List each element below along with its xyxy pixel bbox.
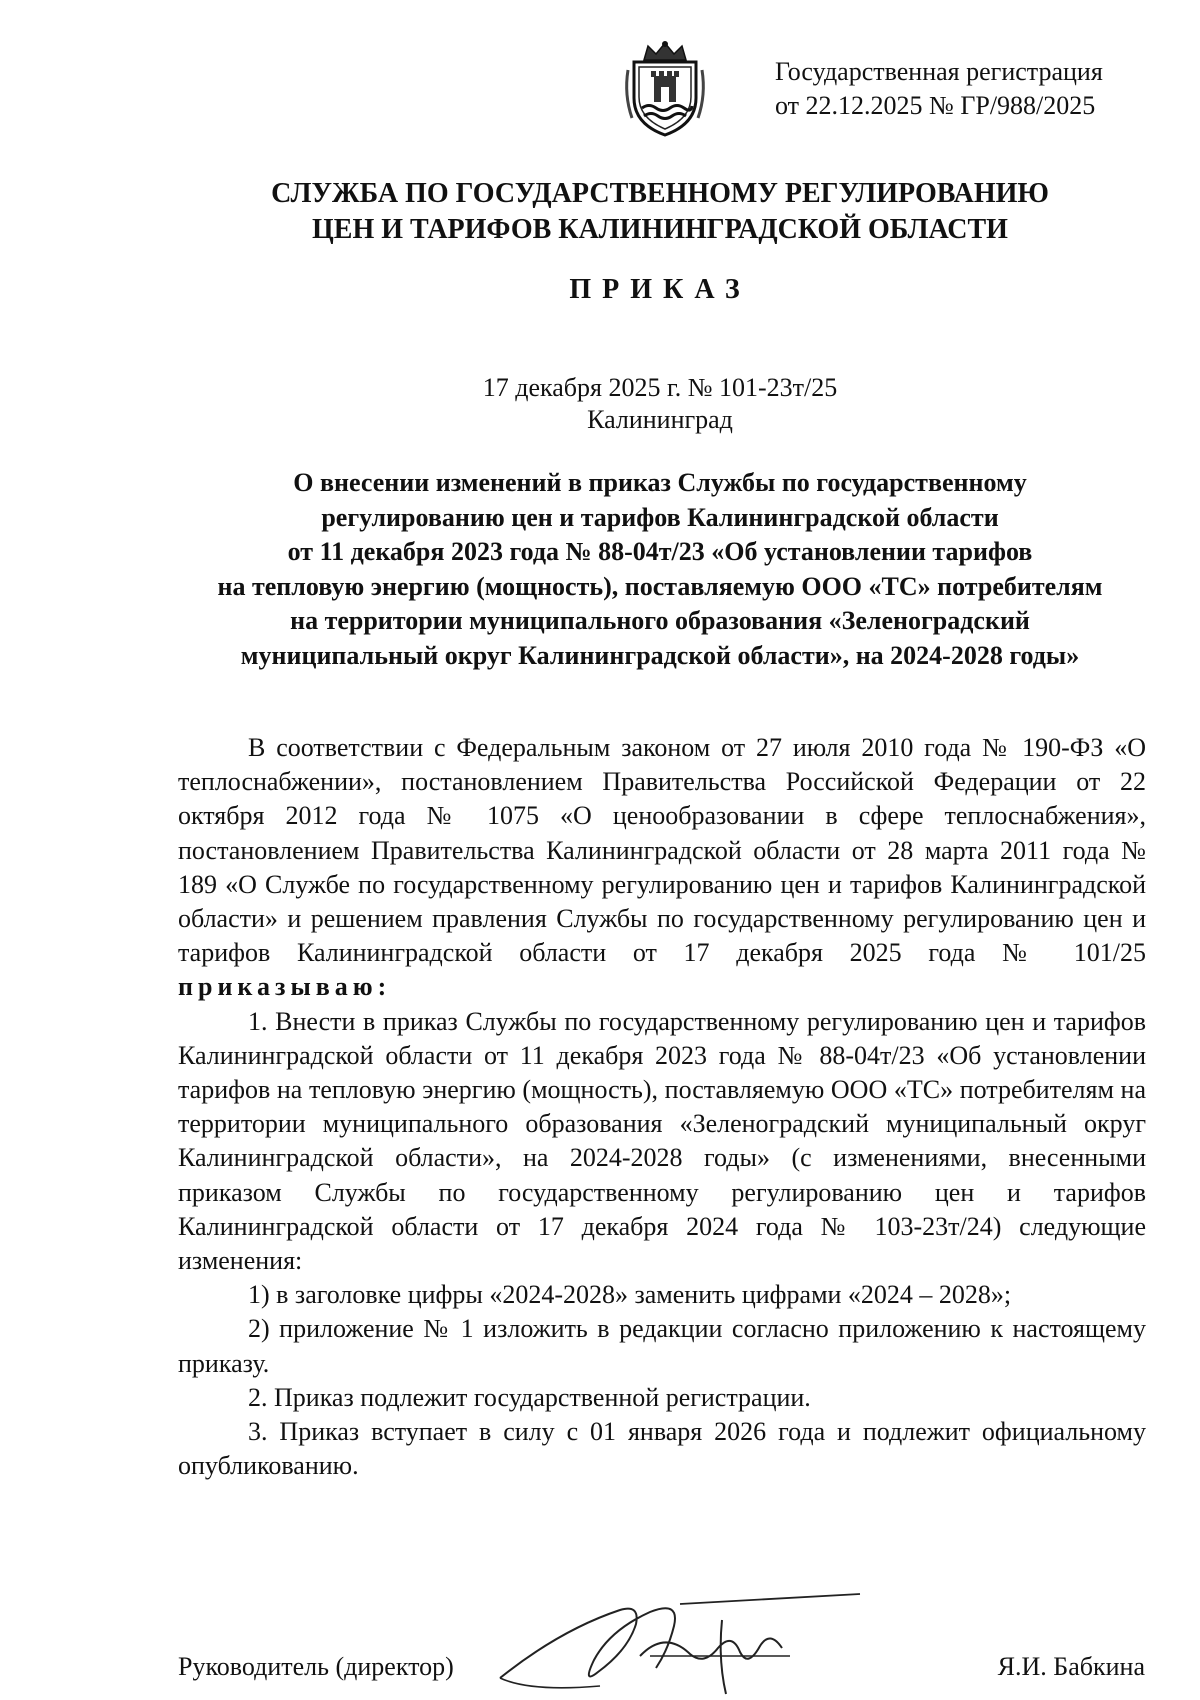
preamble-paragraph	[178, 731, 1146, 1005]
item-1-paragraph: 1. Внести в приказ Службы по государственному регулированию цен и тарифов Калининградской области от 11 декабря 2023 года № 88-04т/23 «Об установлении тарифов на тепловую энергию (мощность), поставляемую ООО «ТС» потребителям на территории муниципального образования «Зеленоградский муниципальный округ Калининградской области», на 2024-2028 годы» (с изменениями, внесенными приказом Службы по государственному регулированию цен и тарифов Калининградской области от 17 декабря 2024 года № 103-23т/24) следующие изменения:	[178, 1006, 1146, 1276]
order-date-number: 17 декабря 2025 г. № 101-23т/25	[482, 373, 838, 402]
preamble-text: В соответствии с Федеральным законом от 27 июля 2010 года № 190-ФЗ «О теплоснабжении», постановлением Правительства Российской Федерации от 22 октября 2012 года № 1075 «О ценообразовании в сфере теплоснабжения», постановлением Правительства Калининградской области от 28 марта 2011 года № 189 «О Службе по государственному регулированию цен и тарифов Калининградской области» и решением правления Службы по государственному регулированию цен и тарифов Калининградской области от 17 декабря 2025 года № 101/25	[178, 733, 1146, 968]
state-registration-stamp	[775, 55, 1175, 123]
order-verb: приказываю:	[178, 972, 392, 1002]
coat-of-arms-emblem	[622, 40, 708, 138]
subject-line: О внесении изменений в приказ Службы по государственному	[293, 468, 1027, 497]
item-3-paragraph: 3. Приказ вступает в силу с 01 января 2026 года и подлежит официальному опубликованию.	[178, 1417, 1146, 1481]
organization-title-line-1: СЛУЖБА ПО ГОСУДАРСТВЕННОМУ РЕГУЛИРОВАНИЮ	[271, 178, 1049, 209]
organization-title-line-2: ЦЕН И ТАРИФОВ КАЛИНИНГРАДСКОЙ ОБЛАСТИ	[312, 214, 1008, 245]
item-1-subitem-1: 1) в заголовке цифры «2024-2028» заменить цифрами «2024 – 2028»;	[248, 1280, 1012, 1310]
registration-number: от 22.12.2025 № ГР/988/2025	[775, 91, 1096, 120]
item-1-subitem-2: 2) приложение № 1 изложить в редакции согласно приложению к настоящему приказу.	[178, 1314, 1146, 1378]
subject-line: муниципальный округ Калининградской области», на 2024-2028 годы»	[240, 640, 1080, 670]
order-body	[178, 731, 1146, 1483]
subject-line: от 11 декабря 2023 года № 88-04т/23 «Об установлении тарифов	[287, 537, 1033, 566]
document-type-heading: ПРИКАЗ	[569, 274, 751, 305]
subject-line: регулированию цен и тарифов Калининградской области	[321, 502, 999, 532]
subject-line: на территории муниципального образования «Зеленоградский	[290, 606, 1030, 635]
subject-line: на тепловую энергию (мощность), поставляемую ООО «ТС» потребителям	[217, 571, 1103, 601]
order-subject	[160, 466, 1160, 673]
signatory-name: Я.И. Бабкина	[997, 1652, 1145, 1681]
order-city: Калининград	[587, 405, 733, 434]
signatory-title: Руководитель (директор)	[178, 1652, 454, 1681]
item-2-paragraph: 2. Приказ подлежит государственной регистрации.	[248, 1382, 811, 1412]
organization-title	[0, 176, 1200, 248]
registration-label: Государственная регистрация	[775, 57, 1103, 86]
handwritten-signature	[490, 1590, 880, 1700]
